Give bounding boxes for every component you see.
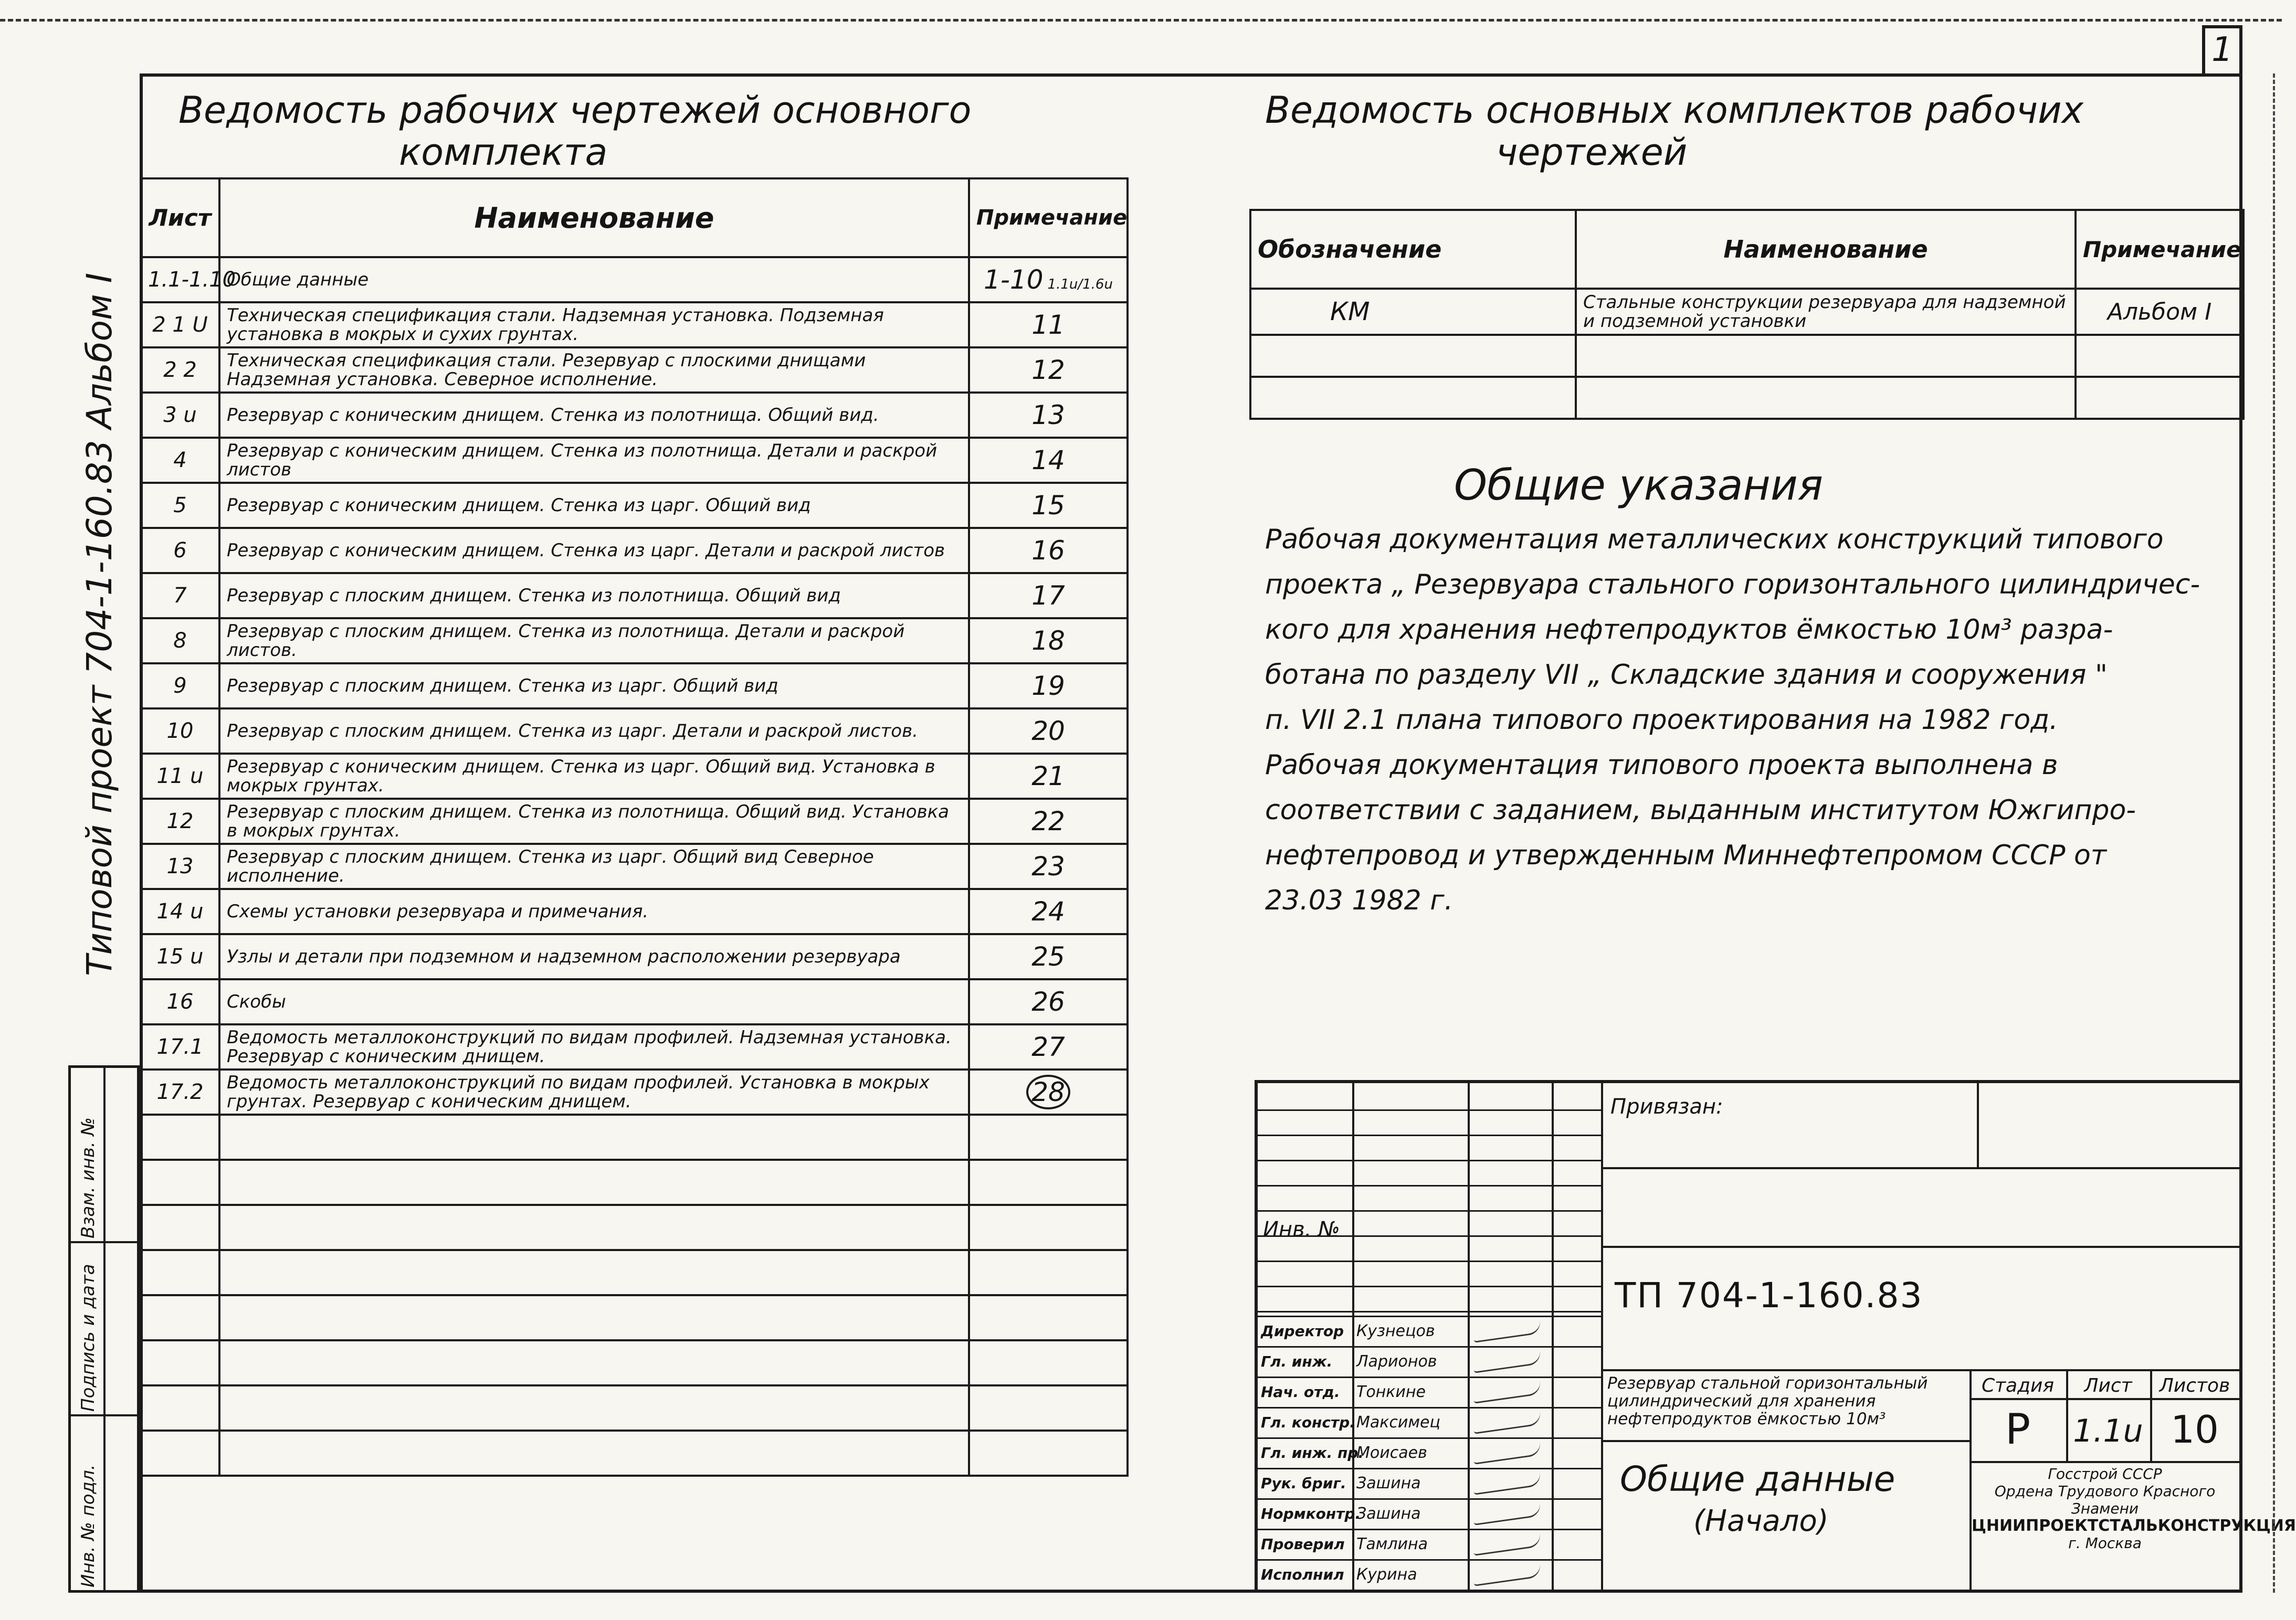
row-sheet: 17.1 [141,1024,219,1070]
role-person: Курина [1356,1565,1417,1584]
sheets-value: 10 [2171,1407,2219,1452]
tb-grid-line [1258,1210,1601,1212]
tb-role-line [1258,1407,1601,1409]
row-note-value: 22 [1031,806,1065,837]
tb-vline-bound [1977,1083,1979,1167]
row-sheet: 1.1-1.10 [141,257,219,302]
stamp-divider-h2 [71,1414,137,1416]
signature-scribble [1472,1381,1542,1404]
right-title-line1: Ведомость основных комплектов рабочих [1265,89,2084,132]
empty-cell [969,1160,1128,1205]
general-line: Рабочая документация металлических конструкций типового [1265,524,2164,555]
signature-scribble [1472,1351,1542,1373]
role-title: Проверил [1261,1536,1345,1553]
row-note-value: 24 [1031,896,1065,927]
empty-row [141,1340,1128,1385]
empty-cell [141,1340,219,1385]
row-note [969,528,1128,573]
row-note-value: 13 [1031,400,1065,430]
stage-value: Р [2005,1405,2031,1454]
org-line3: ЦНИИПРОЕКТСТАЛЬКОНСТРУКЦИЯ [1972,1517,2296,1535]
row-note-value: 20 [1031,716,1065,746]
table-row [141,979,1128,1024]
empty-cell [219,1115,969,1160]
table-row [141,844,1128,889]
col-header-sheet: Лист [141,178,219,257]
tb-hline [1601,1369,2239,1371]
project-side-label [79,241,121,976]
stamp-strip [68,1065,140,1593]
row-note [969,708,1128,754]
tb-grid-line [1258,1235,1601,1237]
row-note [969,754,1128,799]
general-line: п. VII 2.1 плана типового проектирования на 1982 год. [1265,704,2058,736]
stamp-divider-h1 [71,1241,137,1243]
empty-row [141,1431,1128,1476]
empty-cell [969,1431,1128,1476]
row-name: Техническая спецификация стали. Надземная установка. Подземная установка в мокрых и сухих грунтах. [219,302,969,347]
right-title [1265,89,2210,173]
doc-code: ТП 704-1-160.83 [1615,1275,1923,1316]
row-sheet: 15 u [141,934,219,979]
tb-hline [1969,1461,2239,1463]
project-side-text: Типовой проект 704-1-160.83 Альбом I [79,272,120,976]
role-person: Кузнецов [1356,1322,1435,1340]
empty-cell [219,1160,969,1205]
tb-role-line [1258,1468,1601,1469]
table-row [141,573,1128,618]
row-note [969,844,1128,889]
empty-row [141,1250,1128,1295]
row-name: Скобы [219,979,969,1024]
sheets-label: Листов [2159,1375,2230,1396]
empty-cell [969,1295,1128,1340]
row-sheet: 4 [141,438,219,483]
role-title: Гл. инж. [1261,1353,1333,1370]
role-person: Тонкине [1356,1383,1426,1401]
row-name: Резервуар с плоским днищем. Стенка из царг. Общий вид [219,663,969,708]
section-subtitle: (Начало) [1693,1504,1829,1538]
row-sheet: 5 [141,483,219,528]
col-header-name: Наименование [219,178,969,257]
general-line: 23.03 1982 г. [1265,885,1454,916]
row-name: Резервуар с плоским днищем. Стенка из полотнища. Общий вид [219,573,969,618]
empty-cell [141,1385,219,1431]
row-name: Ведомость металлоконструкций по видам профилей. Установка в мокрых грунтах. Резервуар с коническим днищем. [219,1070,969,1115]
table-row [141,438,1128,483]
role-title: Директор [1261,1322,1344,1340]
signature-scribble [1472,1533,1542,1556]
row-name: Резервуар с коническим днищем. Стенка из царг. Общий вид [219,483,969,528]
tb-hline [1601,1246,2239,1248]
empty-cell [969,1340,1128,1385]
row-name: Резервуар с коническим днищем. Стенка из полотнища. Детали и раскрой листов [219,438,969,483]
row-name: Резервуар с плоским днищем. Стенка из полотнища. Общий вид. Установка в мокрых грунтах. [219,799,969,844]
table-row [141,663,1128,708]
table-row [141,618,1128,663]
left-title-line1: Ведомость рабочих чертежей основного [178,89,972,132]
row-note-value: 19 [1031,671,1065,701]
empty-cell [141,1205,219,1250]
general-title: Общие указания [1454,461,1823,510]
sets-empty-row [1250,335,2244,377]
section-title: Общие данные [1620,1459,1895,1499]
empty-cell [141,1160,219,1205]
row-note-value: 15 [1031,490,1065,521]
empty-cell [219,1431,969,1476]
row-note-value: 14 [1031,445,1065,475]
tb-grid-line [1258,1109,1601,1111]
role-title: Исполнил [1261,1566,1344,1583]
row-note [969,573,1128,618]
tb-role-line [1258,1346,1601,1348]
table-row [141,799,1128,844]
general-line: ботана по разделу VII „ Складские здания и сооружения " [1265,659,2108,691]
sets-header-row [1250,210,2244,289]
right-title-line2: чертежей [1496,131,1688,174]
sheet-number-box [2202,25,2242,73]
empty-cell [219,1205,969,1250]
org-block [1972,1465,2296,1552]
tb-grid-line [1258,1135,1601,1136]
row-note [969,618,1128,663]
sets-code: КМ [1250,289,1576,335]
general-text [1265,517,2231,923]
drawings-table [140,177,1129,1477]
table-row [141,302,1128,347]
sets-header-code: Обозначение [1250,210,1576,289]
bound-label: Привязан: [1610,1095,1723,1119]
row-name: Узлы и детали при подземном и надземном расположении резервуара [219,934,969,979]
row-sheet: 11 u [141,754,219,799]
row-note [969,889,1128,934]
row-note-value: 28 [1026,1075,1070,1109]
row-note [969,799,1128,844]
tb-hline [1601,1440,1969,1442]
sets-name: Стальные конструкции резервуара для надземной и подземной установки [1576,289,2076,335]
empty-cell [969,1250,1128,1295]
stamp-label-replace: Взам. инв. № [78,1117,99,1238]
general-line: проекта „ Резервуара стального горизонтального цилиндричес- [1265,569,2200,600]
row-name: Ведомость металлоконструкций по видам профилей. Надземная установка. Резервуар с коническим днищем. [219,1024,969,1070]
table-row [141,257,1128,302]
empty-cell [969,1205,1128,1250]
tb-hline [1601,1167,2239,1169]
sheet-number: 1 [2211,30,2233,69]
empty-row [141,1205,1128,1250]
row-sheet: 16 [141,979,219,1024]
tb-role-line [1258,1316,1601,1317]
empty-cell [219,1340,969,1385]
tb-grid-line [1258,1261,1601,1262]
row-sheet: 3 u [141,393,219,438]
tb-role-line [1258,1498,1601,1500]
table-row [141,934,1128,979]
col-header-note: Примечание [969,178,1128,257]
role-person: Моисаев [1356,1444,1427,1462]
tb-grid-line [1258,1311,1601,1312]
row-note [969,663,1128,708]
row-name: Резервуар с плоским днищем. Стенка из полотнища. Детали и раскрой листов. [219,618,969,663]
row-sheet: 7 [141,573,219,618]
sets-header-note: Примечание [2076,210,2244,289]
doc-description: Резервуар стальной горизонтальный цилиндрический для хранения нефтепродуктов ёмкостью 10м³ [1607,1374,1928,1428]
empty-cell [969,1115,1128,1160]
empty-row [141,1385,1128,1431]
table-row [141,528,1128,573]
row-name: Резервуар с коническим днищем. Стенка из царг. Общий вид. Установка в мокрых грунтах. [219,754,969,799]
tb-role-line [1258,1559,1601,1561]
role-title: Гл. констр. [1261,1414,1355,1431]
row-name: Резервуар с коническим днищем. Стенка из царг. Детали и раскрой листов [219,528,969,573]
row-name: Схемы установки резервуара и примечания. [219,889,969,934]
empty-cell [969,1385,1128,1431]
row-note-value: 17 [1031,580,1065,611]
row-note [969,347,1128,393]
empty-cell [141,1115,219,1160]
row-name: Резервуар с коническим днищем. Стенка из полотнища. Общий вид. [219,393,969,438]
row-note [969,934,1128,979]
left-title [178,89,1123,173]
empty-row [141,1115,1128,1160]
table-row [141,1070,1128,1115]
tb-vline [1601,1083,1603,1590]
row-name: Техническая спецификация стали. Резервуар с плоскими днищами Надземная установка. Северное исполнение. [219,347,969,393]
row-name: Резервуар с плоским днищем. Стенка из царг. Детали и раскрой листов. [219,708,969,754]
stamp-label-inv: Инв. № подл. [78,1464,99,1587]
row-sheet: 17.2 [141,1070,219,1115]
org-line1: Госстрой СССР [2048,1465,2162,1483]
empty-cell [141,1431,219,1476]
sheet-value: 1.1u [2073,1413,2143,1449]
row-note [969,302,1128,347]
table-row [141,754,1128,799]
signature-scribble [1472,1320,1542,1343]
general-line: соответствии с заданием, выданным институтом Южгипро- [1265,795,2136,826]
tb-role-line [1258,1377,1601,1378]
sets-row [1250,289,2244,335]
role-person: Ларионов [1356,1352,1437,1371]
row-note-value: 25 [1031,941,1065,972]
sheet-label: Лист [2084,1375,2132,1396]
inv-label: Инв. № [1263,1217,1340,1242]
empty-cell [219,1295,969,1340]
row-sheet: 13 [141,844,219,889]
row-sheet: 14 u [141,889,219,934]
table-header-row [141,178,1128,257]
row-note-value: 27 [1031,1032,1065,1062]
tb-grid-line [1258,1160,1601,1161]
empty-cell [219,1250,969,1295]
role-person: Максимец [1356,1413,1440,1432]
top-cut-line [0,19,2282,22]
empty-cell [141,1295,219,1340]
table-row [141,1024,1128,1070]
role-title: Рук. бриг. [1261,1475,1346,1492]
empty-row [141,1160,1128,1205]
row-sheet: 8 [141,618,219,663]
row-note-value: 26 [1031,987,1065,1017]
signature-scribble [1472,1503,1542,1526]
signature-scribble [1472,1412,1542,1434]
org-line2: Ордена Трудового Красного Знамени [1994,1483,2216,1517]
general-line: кого для хранения нефтепродуктов ёмкостью 10м³ разра- [1265,614,2113,645]
table-row [141,347,1128,393]
role-title: Нормконтр. [1261,1505,1361,1522]
stage-label: Стадия [1981,1375,2055,1396]
sets-note: Альбом I [2076,289,2244,335]
row-sheet: 6 [141,528,219,573]
signatures [1258,1083,1601,1590]
role-title: Гл. инж. пр. [1261,1444,1364,1462]
role-person: Зашина [1356,1474,1421,1492]
tb-role-line [1258,1529,1601,1530]
right-margin-line [2273,73,2275,1593]
sets-empty-row [1250,377,2244,419]
tb-role-line [1258,1437,1601,1439]
row-name: Общие данные [219,257,969,302]
row-note-value: 16 [1031,535,1065,566]
row-note-value: 1-10 [984,264,1044,295]
role-person: Зашина [1356,1505,1421,1523]
row-name: Резервуар с плоским днищем. Стенка из царг. Общий вид Северное исполнение. [219,844,969,889]
row-note [969,483,1128,528]
title-block [1255,1080,2296,1593]
table-row [141,889,1128,934]
row-note [969,979,1128,1024]
table-row [141,483,1128,528]
row-note-value: 21 [1031,761,1065,791]
row-sheet: 2 2 [141,347,219,393]
signature-scribble [1472,1473,1542,1495]
signature-scribble [1472,1564,1542,1586]
tb-grid-line [1258,1286,1601,1287]
row-note [969,393,1128,438]
empty-row [141,1295,1128,1340]
general-line: нефтепровод и утвержденным Миннефтепромом СССР от [1265,840,2107,871]
stamp-divider [103,1068,106,1590]
row-sheet: 12 [141,799,219,844]
general-line: Рабочая документация типового проекта выполнена в [1265,749,2058,781]
row-note-value: 11 [1031,310,1065,340]
row-note-value: 18 [1031,626,1065,656]
table-row [141,708,1128,754]
sets-table [1249,209,2245,420]
signature-scribble [1472,1442,1542,1465]
row-note-value: 23 [1031,851,1065,882]
sets-header-name: Наименование [1576,210,2076,289]
empty-cell [141,1250,219,1295]
row-note [969,257,1128,302]
row-note [969,1024,1128,1070]
tb-grid-line [1258,1185,1601,1187]
stamp-label-sign: Подпись и дата [78,1264,99,1412]
row-sheet: 10 [141,708,219,754]
row-note-extra: 1.1u/1.6u [1047,277,1113,292]
org-line4: г. Москва [2068,1534,2142,1552]
row-note-value: 12 [1031,355,1065,385]
tb-hline [1969,1398,2239,1400]
row-note [969,1070,1128,1115]
row-sheet: 9 [141,663,219,708]
table-row [141,393,1128,438]
empty-cell [219,1385,969,1431]
role-title: Нач. отд. [1261,1383,1340,1401]
left-title-line2: комплекта [399,131,608,174]
role-person: Тамлина [1356,1535,1428,1553]
row-note [969,438,1128,483]
row-sheet: 2 1 U [141,302,219,347]
